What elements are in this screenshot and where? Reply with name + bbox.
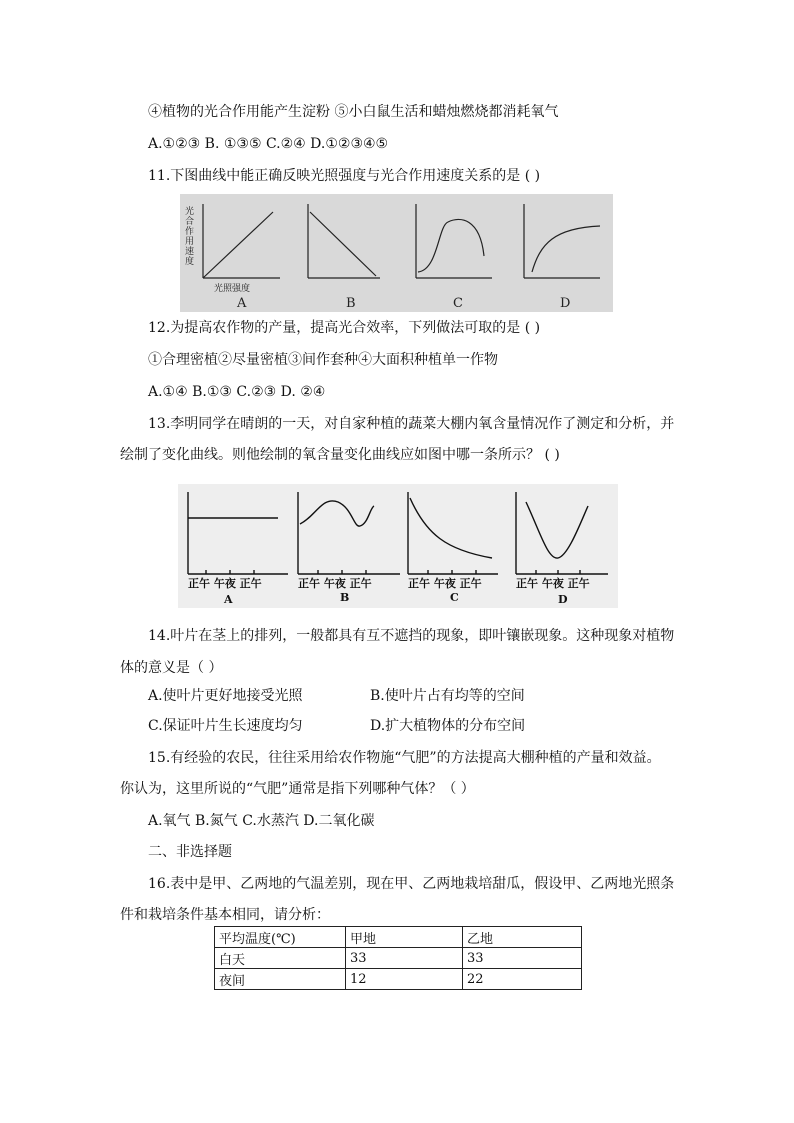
section-heading: 二、非选择题 (148, 844, 232, 860)
question-15-line2: 你认为，这里所说的“气肥”通常是指下列哪种气体？（ ） (120, 781, 475, 797)
header-cell: 乙地 (463, 927, 582, 948)
header-cell: 甲地 (346, 927, 463, 948)
tick-labels-C: 正午 午夜 正午 (408, 577, 482, 590)
figure-background (180, 194, 613, 312)
table-row (215, 948, 582, 969)
header-cell: 平均温度(℃) (215, 927, 346, 948)
question-13-line2: 绘制了变化曲线。则他绘制的氧含量变化曲线应如图中哪一条所示？ ( ) (120, 447, 560, 463)
y-axis-label: 光合作用速度 (185, 207, 195, 267)
tick-labels-A: 正午 午夜 正午 (188, 577, 262, 590)
question-13-line1: 13.李明同学在晴朗的一天，对自家种植的蔬菜大棚内氧含量情况作了测定和分析，并 (148, 416, 675, 432)
table-row (215, 969, 582, 990)
panel-label-A: A (224, 593, 233, 606)
table-cell: 22 (463, 969, 582, 990)
q14-option-a: A.使叶片更好地接受光照 (148, 688, 303, 704)
table-cell: 白天 (215, 948, 346, 969)
table-cell: 12 (346, 969, 463, 990)
question-16-line1: 16.表中是甲、乙两地的气温差别，现在甲、乙两地栽培甜瓜，假设甲、乙两地光照条 (148, 876, 675, 892)
temperature-table (214, 926, 582, 990)
table-cell: 夜间 (215, 969, 346, 990)
q11-figure (180, 194, 613, 312)
panel-label-B: B (346, 296, 356, 311)
q14-option-c: C.保证叶片生长速度均匀 (148, 718, 303, 734)
tick-labels-B: 正午 午夜 正午 (298, 577, 372, 590)
panel-label-C: C (450, 591, 459, 604)
panel-label-A: A (237, 296, 247, 311)
q10-options: A.①②③ B. ①③⑤ C.②④ D.①②③④⑤ (148, 136, 389, 152)
tick-labels-D: 正午 午夜 正午 (516, 577, 590, 590)
question-11: 11.下图曲线中能正确反映光照强度与光合作用速度关系的是 ( ) (148, 168, 541, 184)
table-header-row (215, 927, 582, 948)
q14-option-d: D.扩大植物体的分布空间 (370, 718, 526, 734)
q14-option-b: B.使叶片占有均等的空间 (370, 688, 525, 704)
x-axis-label: 光照强度 (214, 284, 251, 294)
table-cell: 33 (346, 948, 463, 969)
question-14-line1: 14.叶片在茎上的排列，一般都具有互不遮挡的现象，即叶镶嵌现象。这种现象对植物 (148, 628, 675, 644)
option-line-4-5: ④植物的光合作用能产生淀粉 ⑤小白鼠生活和蜡烛燃烧都消耗氧气 (148, 104, 559, 120)
panel-label-B: B (340, 591, 350, 604)
question-16-line2: 件和栽培条件基本相同，请分析： (120, 907, 330, 923)
table-cell: 33 (463, 948, 582, 969)
q12-options: A.①④ B.①③ C.②③ D. ②④ (148, 384, 326, 400)
question-15-line1: 15.有经验的农民，往往采用给农作物施“气肥”的方法提高大棚种植的产量和效益。 (148, 750, 661, 766)
q13-figure (178, 484, 618, 608)
question-14-line2: 体的意义是（ ） (120, 660, 223, 676)
q12-statements: ①合理密植②尽量密植③间作套种④大面积种植单一作物 (148, 352, 498, 368)
panel-label-D: D (560, 296, 571, 311)
q15-options: A.氧气 B.氮气 C.水蒸汽 D.二氧化碳 (148, 813, 375, 829)
question-12: 12.为提高农作物的产量，提高光合效率，下列做法可取的是 ( ) (148, 320, 541, 336)
panel-label-D: D (558, 593, 568, 606)
panel-label-C: C (453, 296, 463, 311)
